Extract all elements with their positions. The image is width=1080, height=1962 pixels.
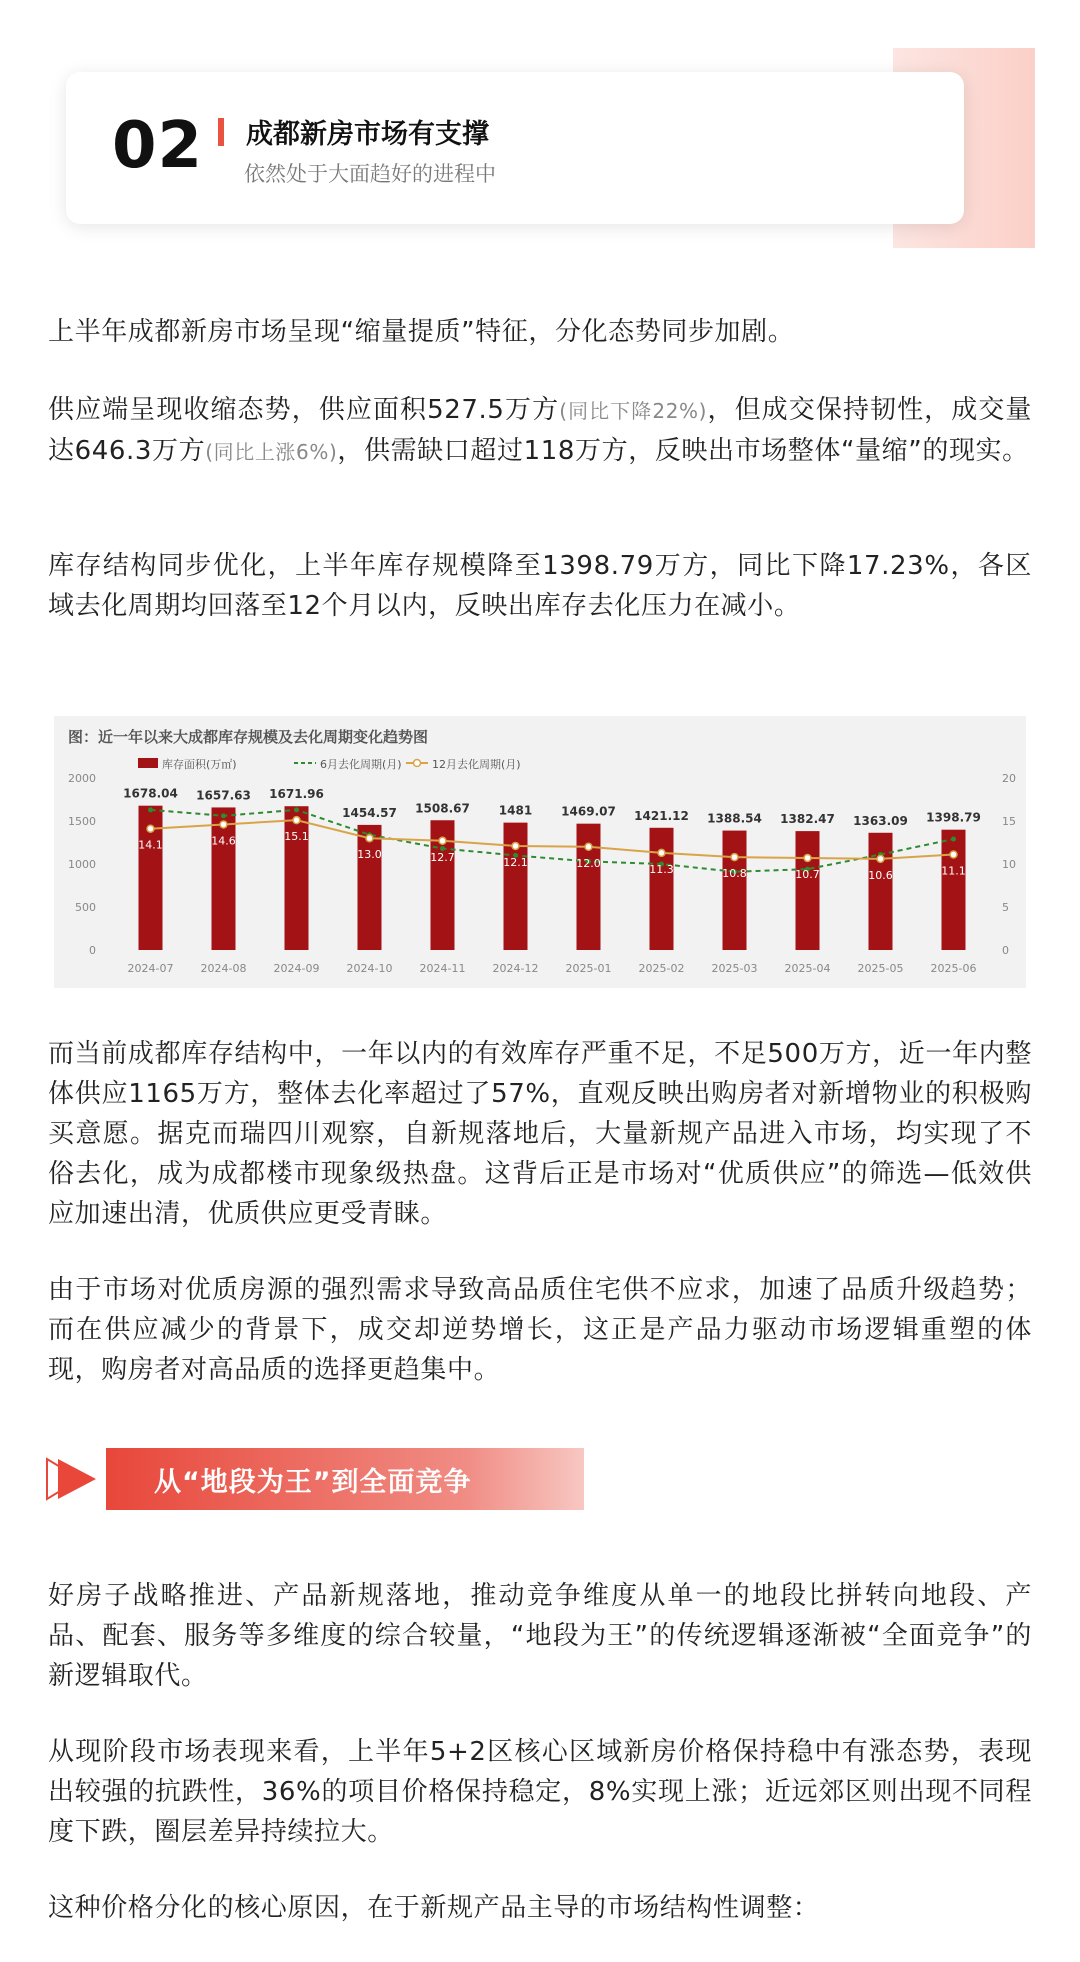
paragraph-5: 由于市场对优质房源的强烈需求导致高品质住宅供不应求，加速了品质升级趋势；而在供应减少的背景下，成交却逆势增长，这正是产品力驱动市场逻辑重塑的体现，购房者对高品质的选择更趋集中。 [48, 1275, 1032, 1385]
line-12m-value-label: 12.7 [430, 850, 455, 864]
paragraph-2-note-1: (同比下降22%) [559, 399, 708, 423]
chart-bar [869, 833, 893, 950]
legend-label-12m: 12月去化周期(月) [432, 758, 521, 771]
y-right-tick: 0 [1002, 944, 1009, 957]
inventory-chart [54, 716, 1026, 988]
y-left-tick: 0 [89, 944, 96, 957]
bar-value-label: 1398.79 [926, 810, 981, 825]
x-tick: 2024-12 [492, 962, 539, 975]
chart-bar [358, 825, 382, 950]
bar-value-label: 1657.63 [196, 788, 251, 803]
y-left-tick: 1000 [68, 858, 96, 871]
paragraph-2-text-b: ，但成交保持韧性，成交量达646.3万方 [48, 395, 1032, 466]
x-tick: 2025-06 [930, 962, 977, 975]
legend-label-bar: 库存面积(万㎡) [162, 758, 237, 771]
chart-labels [123, 787, 981, 882]
line-12m-value-label: 12.0 [576, 856, 601, 870]
x-tick: 2025-02 [638, 962, 685, 975]
point-6m [951, 837, 956, 842]
bar-value-label: 1382.47 [780, 812, 835, 827]
y-left-tick: 500 [75, 901, 96, 914]
point-12m [658, 849, 665, 856]
line-12m-value-label: 10.8 [722, 867, 747, 881]
x-tick: 2025-04 [784, 962, 831, 975]
line-12m-value-label: 11.1 [941, 864, 966, 878]
paragraph-4: 而当前成都库存结构中，一年以内的有效库存严重不足，不足500万方，近一年内整体供应1165万方，整体去化率超过了57%，直观反映出购房者对新增物业的积极购买意愿。据克而瑞四川观察，自新规落地后，大量新规产品进入市场，均实现了不俗去化，成为成都楼市现象级热盘。这背后正是市场对“优质供应”的筛选—低效供应加速出清，优质供应更受青睐。 [48, 1039, 1032, 1229]
paragraph-2-note-2: (同比上涨6%) [205, 440, 338, 464]
x-tick: 2025-01 [565, 962, 612, 975]
point-12m [366, 835, 373, 842]
x-tick: 2024-07 [127, 962, 174, 975]
point-12m [293, 817, 300, 824]
section-title: 成都新房市场有支撑 [246, 119, 489, 150]
point-12m [950, 851, 957, 858]
legend-swatch-bar [138, 758, 158, 768]
bar-value-label: 1508.67 [415, 801, 470, 816]
chart-bar [796, 831, 820, 950]
chart-bar [650, 828, 674, 950]
inventory-chart-svg [54, 716, 1026, 988]
title-accent-bar [218, 118, 224, 146]
chart-bar [285, 806, 309, 950]
x-tick: 2024-09 [273, 962, 320, 975]
line-12m-value-label: 10.6 [868, 868, 893, 882]
paragraph-3: 库存结构同步优化，上半年库存规模降至1398.79万方，同比下降17.23%，各区域去化周期均回落至12个月以内，反映出库存去化压力在减小。 [48, 551, 1032, 621]
y-right-tick: 15 [1002, 815, 1016, 828]
bar-value-label: 1388.54 [707, 811, 762, 826]
section-subtitle: 依然处于大面趋好的进程中 [244, 162, 496, 186]
chart-bar [212, 807, 236, 950]
bar-value-label: 1469.07 [561, 804, 616, 819]
point-12m [877, 855, 884, 862]
x-tick: 2025-03 [711, 962, 758, 975]
x-tick: 2025-05 [857, 962, 904, 975]
point-12m [147, 825, 154, 832]
paragraph-1: 上半年成都新房市场呈现“缩量提质”特征，分化态势同步加剧。 [48, 317, 795, 347]
point-12m [731, 854, 738, 861]
line-12m-value-label: 14.6 [211, 834, 236, 848]
section-number: 02 [112, 109, 204, 183]
paragraph-8: 这种价格分化的核心原因，在于新规产品主导的市场结构性调整： [48, 1893, 820, 1923]
y-left-tick: 2000 [68, 772, 96, 785]
paragraph-2-text-a: 供应端呈现收缩态势，供应面积527.5万方 [48, 395, 560, 425]
bar-value-label: 1671.96 [269, 787, 324, 802]
x-tick: 2024-10 [346, 962, 393, 975]
paragraph-7: 从现阶段市场表现来看，上半年5+2区核心区域新房价格保持稳中有涨态势，表现出较强的抗跌性，36%的项目价格保持稳定，8%实现上涨；近远郊区则出现不同程度下跌，圈层差异持续拉大。 [48, 1737, 1032, 1847]
point-12m [512, 842, 519, 849]
chart-bar [723, 831, 747, 950]
point-6m [294, 807, 299, 812]
x-tick: 2024-11 [419, 962, 466, 975]
section-banner [44, 1448, 544, 1510]
y-right-tick: 5 [1002, 901, 1009, 914]
legend-label-6m: 6月去化周期(月) [320, 758, 402, 771]
point-12m [439, 837, 446, 844]
point-12m [585, 843, 592, 850]
bar-value-label: 1363.09 [853, 813, 908, 828]
bar-value-label: 1454.57 [342, 805, 397, 820]
y-left-tick: 1500 [68, 815, 96, 828]
chart-bar [942, 830, 966, 950]
bar-value-label: 1421.12 [634, 808, 689, 823]
line-12m-value-label: 13.0 [357, 848, 382, 862]
line-12m-value-label: 12.1 [503, 855, 528, 869]
paragraph-2-text-c: ，供需缺口超过118万方，反映出市场整体“量缩”的现实。 [337, 436, 1029, 466]
y-right-tick: 10 [1002, 858, 1016, 871]
line-12m-value-label: 10.7 [795, 867, 820, 881]
point-12m [804, 854, 811, 861]
bar-value-label: 1678.04 [123, 786, 178, 801]
chart-line-12m [147, 817, 957, 863]
y-right-tick: 20 [1002, 772, 1016, 785]
point-12m [220, 821, 227, 828]
line-12m-value-label: 15.1 [284, 830, 309, 844]
paragraph-2 [48, 390, 1032, 472]
play-arrow-icon [44, 1456, 104, 1502]
point-6m [221, 813, 226, 818]
paragraph-6: 好房子战略推进、产品新规落地，推动竞争维度从单一的地段比拼转向地段、产品、配套、服务等多维度的综合较量，“地段为王”的传统逻辑逐渐被“全面竞争”的新逻辑取代。 [48, 1581, 1032, 1691]
chart-bars [139, 803, 966, 950]
line-12m-value-label: 14.1 [138, 838, 163, 852]
chart-legend [138, 757, 521, 771]
section-header-card [66, 72, 964, 224]
line-12m-value-label: 11.3 [649, 862, 674, 876]
bar-value-label: 1481 [498, 803, 533, 818]
x-tick: 2024-08 [200, 962, 247, 975]
legend-marker-12m [414, 760, 421, 767]
chart-title: 图：近一年以来大成都库存规模及去化周期变化趋势图 [68, 728, 429, 746]
point-6m [148, 807, 153, 812]
banner-title: 从“地段为王”到全面竞争 [154, 1467, 472, 1498]
